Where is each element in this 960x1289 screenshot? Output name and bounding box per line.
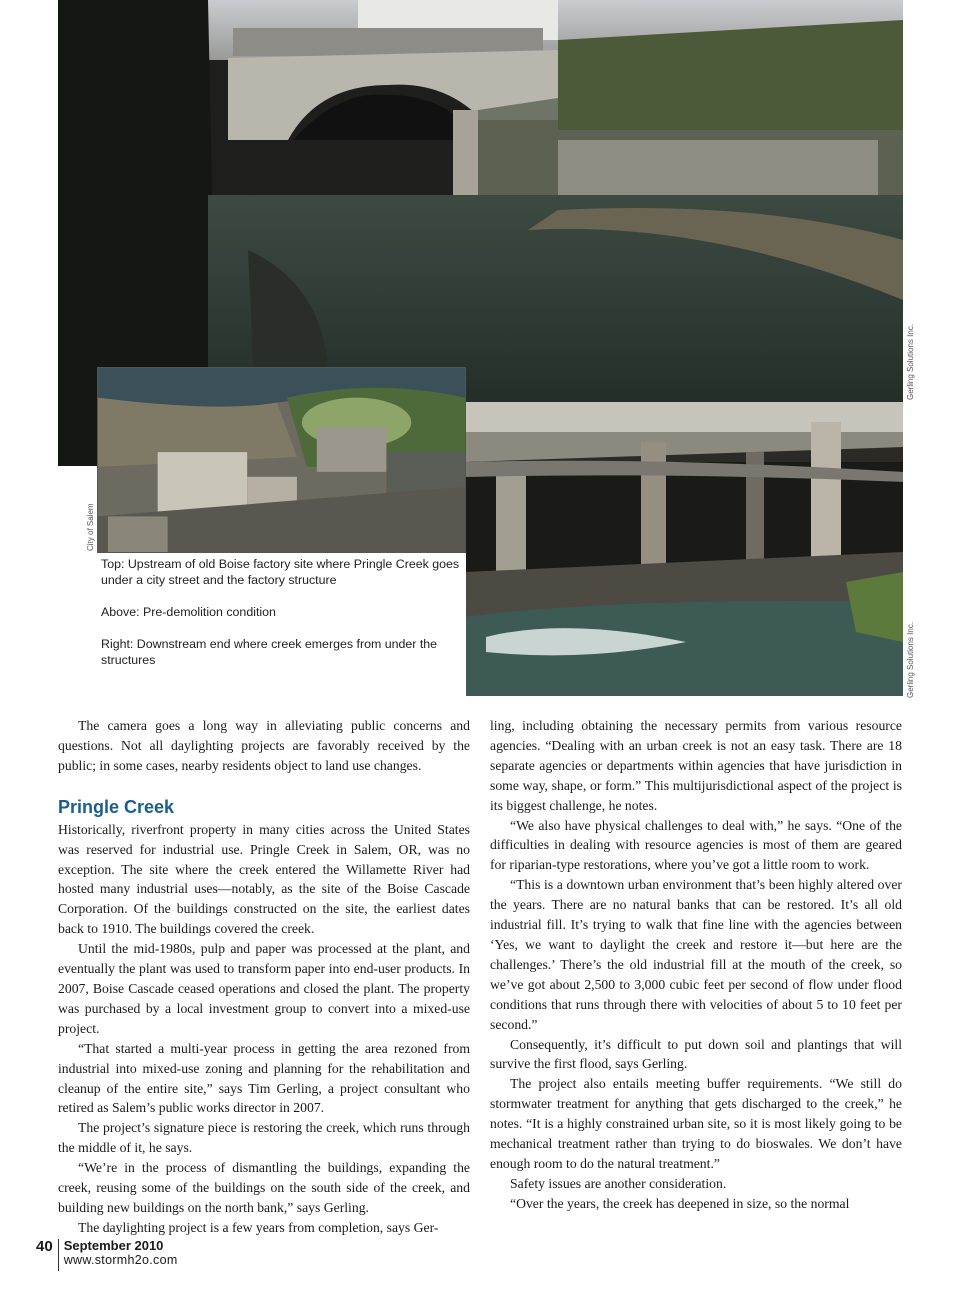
aerial-photo-credit: City of Salem xyxy=(86,503,95,551)
page-number: 40 xyxy=(36,1238,53,1255)
article-paragraph: “That started a multi-year process in getting the area rezoned from industrial into mixed-use zoning and planning for the rehabilitation and cleanup of the entire site,” says Tim Gerling, a project consultant who retired as Salem’s public works director in 2007. xyxy=(58,1040,470,1116)
page-footer xyxy=(36,1238,178,1271)
issue-date: September 2010 xyxy=(63,1238,164,1253)
intro-paragraph: The camera goes a long way in alleviating public concerns and questions. Not all daylighting projects are favorably received by the public; in some cases, nearby residents object to land use changes. xyxy=(58,718,470,773)
article-column-right xyxy=(490,716,902,1214)
website-url: www.stormh2o.com xyxy=(63,1253,178,1267)
downstream-creek-photo xyxy=(466,402,903,696)
article-column-left xyxy=(58,716,470,1238)
article-paragraph: The daylighting project is a few years from completion, says Ger- xyxy=(78,1219,439,1235)
photo-captions xyxy=(101,556,463,684)
article-paragraph: The project also entails meeting buffer requirements. “We still do stormwater treatment for anything that gets discharged to the creek,” he notes. “It is a highly constrained urban site, so it is most likely going to be mechanical treatment rather than trying to do bioswales. We don’t have enough room to do the natural treatment.” xyxy=(490,1076,902,1171)
caption-above: Above: Pre-demolition condition xyxy=(101,605,276,619)
top-photo-credit: Gerling Solutions Inc. xyxy=(906,323,915,400)
article-paragraph: ling, including obtaining the necessary permits from various resource agencies. “Dealing with an urban creek is not an easy task. There are 18 separate agencies or departments within agencies that have jurisdiction in some way, shape, or form.” This multijurisdictional aspect of the project is its biggest challenge, he notes. xyxy=(490,718,902,813)
aerial-site-photo xyxy=(97,367,466,553)
caption-top: Top: Upstream of old Boise factory site where Pringle Creek goes under a city street and the factory structure xyxy=(101,557,460,587)
article-paragraph: Safety issues are another consideration. xyxy=(510,1175,727,1191)
article-paragraph: “We’re in the process of dismantling the buildings, expanding the creek, reusing some of the buildings on the south side of the creek, and building new buildings on the north bank,” says Gerling. xyxy=(58,1160,470,1215)
article-paragraph: Historically, riverfront property in many cities across the United States was reserved for industrial use. Pringle Creek in Salem, OR, was no exception. The site where the creek entered the Willamette River had hosted many industrial uses—notably, as the site of the Boise Cascade Corporation. Of the buildings constructed on the site, the earliest dates back to 1910. The buildings covered the creek. xyxy=(58,821,470,937)
article-paragraph: “Over the years, the creek has deepened in size, so the normal xyxy=(510,1195,850,1211)
article-paragraph: Consequently, it’s difficult to put down soil and plantings that will survive the first flood, says Gerling. xyxy=(490,1036,902,1072)
caption-right: Right: Downstream end where creek emerges from under the structures xyxy=(101,637,438,667)
footer-divider xyxy=(58,1239,59,1271)
downstream-photo-credit: Gerling Solutions Inc. xyxy=(906,621,915,698)
article-paragraph: “This is a downtown urban environment that’s been highly altered over the years. There are no natural banks that can be restored. It’s all old industrial fill. It’s trying to walk that fine line with the agencies between ‘Yes, we want to daylight the creek and restore it—but here are the challenges.’ There’s the old industrial fill at the mouth of the creek, so we’ve got about 2,500 to 3,000 cubic feet per second of flow under flood conditions that runs through there with velocities of about 5 to 10 feet per second.” xyxy=(490,877,902,1032)
section-heading: Pringle Creek xyxy=(58,796,175,817)
article-paragraph: The project’s signature piece is restoring the creek, which runs through the middle of it, he says. xyxy=(58,1120,470,1156)
article-paragraph: “We also have physical challenges to deal with,” he says. “One of the difficulties in dealing with resource agencies is most of them are geared for riparian-type restorations, where you’ve got a little room to work. xyxy=(490,817,902,873)
article-paragraph: Until the mid-1980s, pulp and paper was processed at the plant, and eventually the plant was used to transform paper into end-user products. In 2007, Boise Cascade ceased operations and closed the plant. The property was purchased by a local investment group to convert into a mixed-use project. xyxy=(58,941,470,1036)
